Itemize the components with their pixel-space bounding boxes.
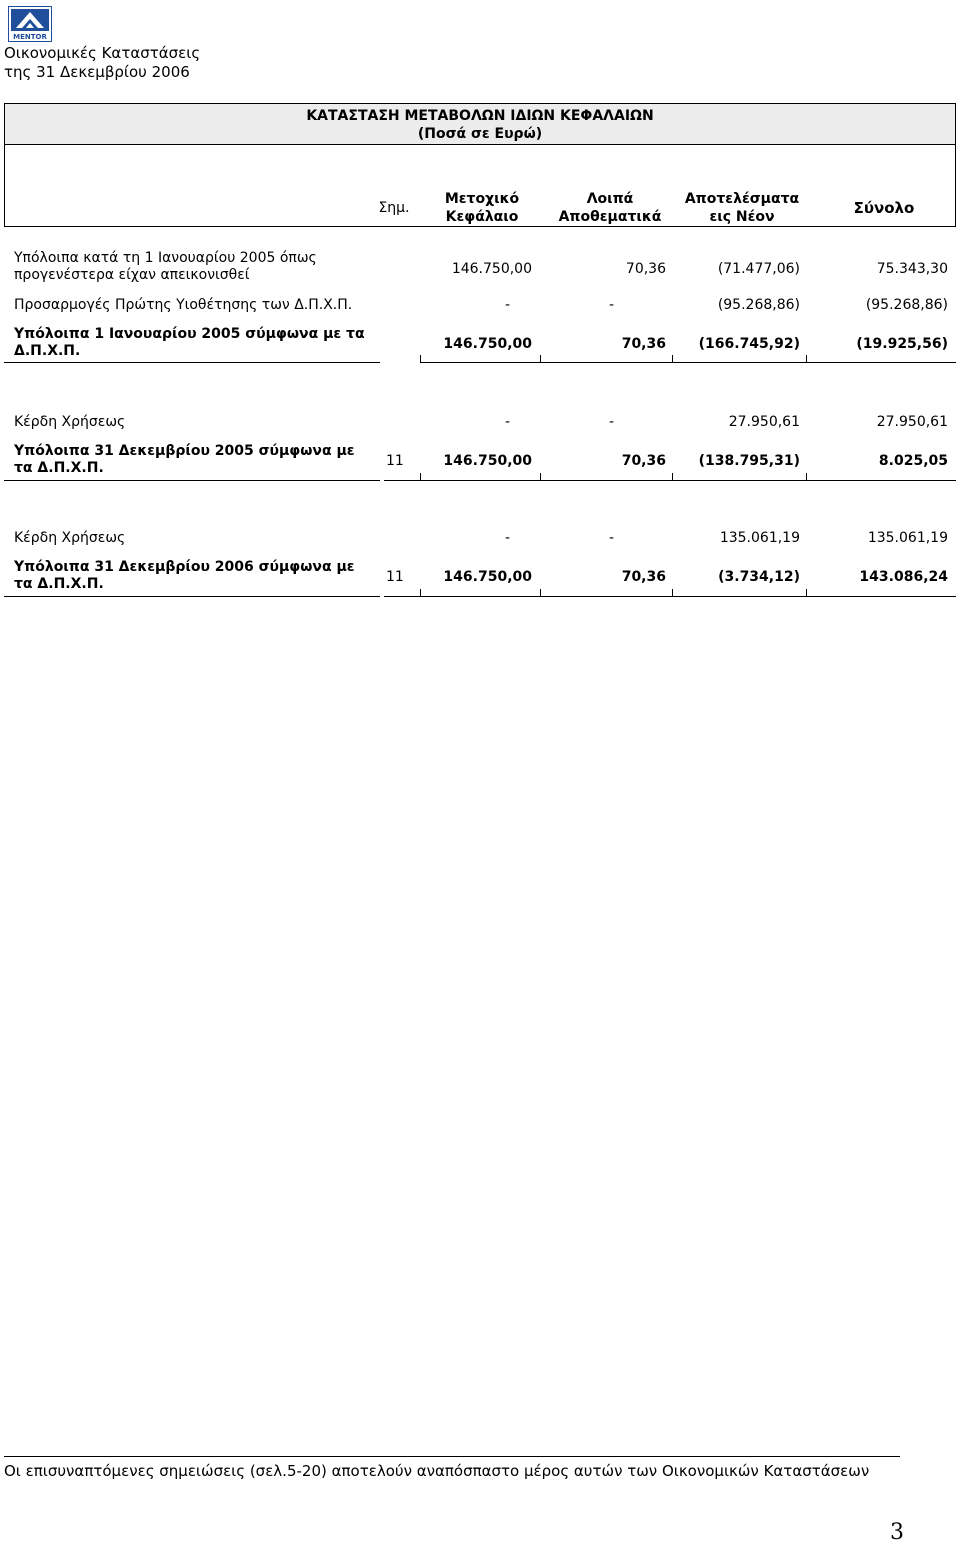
tick [420, 355, 421, 363]
row-balance-2006-total: 143.086,24 [859, 569, 948, 585]
row-opening-balance-other-reserves: 70,36 [625, 261, 666, 277]
col-header-other-reserves [548, 190, 672, 226]
row-profit-2005-other-reserves: - [608, 414, 614, 430]
row-opening-balance-total: 75.343,30 [876, 261, 948, 277]
statement-title: ΚΑΤΑΣΤΑΣΗ ΜΕΤΑΒΟΛΩΝ ΙΔΙΩΝ ΚΕΦΑΛΑΙΩΝ [306, 108, 654, 124]
row-profit-2005-retained: 27.950,61 [728, 414, 800, 430]
row-profit-2006-other-reserves: - [608, 530, 614, 546]
footer-rule [4, 1456, 900, 1457]
col-header-share-capital [420, 190, 544, 226]
statement-currency: (Ποσά σε Ευρώ) [417, 126, 543, 142]
tick [806, 589, 807, 597]
row-profit-2006-total: 135.061,19 [867, 530, 948, 546]
col-header-retained-earnings [676, 190, 808, 226]
row-opening-balance-retained: (71.477,06) [717, 261, 800, 277]
row-profit-2005-total: 27.950,61 [876, 414, 948, 430]
row-balance-2005-note: 11 [386, 453, 404, 469]
row-restated-2005-retained: (166.745,92) [698, 336, 800, 352]
row-balance-2005-rule-values [384, 480, 956, 481]
statement-title-box [4, 103, 956, 145]
svg-text:MENTOR: MENTOR [13, 33, 47, 41]
row-balance-2006-retained: (3.734,12) [718, 569, 800, 585]
col-header-retained-earnings-l2: εις Νέον [709, 209, 775, 225]
row-balance-2005-other-reserves: 70,36 [621, 453, 666, 469]
col-header-total: Σύνολο [853, 199, 915, 217]
row-ifrs-adjustments-retained: (95.268,86) [717, 297, 800, 313]
row-profit-2005-share-capital: - [504, 414, 510, 430]
row-profit-2006-share-capital: - [504, 530, 510, 546]
row-restated-2005-rule-values [420, 362, 956, 363]
row-profit-2006-desc: Κέρδη Χρήσεως [14, 530, 126, 546]
row-ifrs-adjustments-desc: Προσαρμογές Πρώτης Υιοθέτησης των Δ.Π.Χ.Π. [14, 297, 353, 313]
statements-label: Οικονομικές Καταστάσεις [4, 44, 201, 62]
tick [420, 473, 421, 481]
row-opening-balance-desc: Υπόλοιπα κατά τη 1 Ιανουαρίου 2005 όπως προγενέστερα είχαν απεικονισθεί [14, 250, 317, 283]
tick [806, 473, 807, 481]
row-balance-2006-share-capital: 146.750,00 [443, 569, 532, 585]
row-balance-2006-note: 11 [386, 569, 404, 585]
tick [672, 473, 673, 481]
row-restated-2005-share-capital: 146.750,00 [443, 336, 532, 352]
row-balance-2006-rule [4, 596, 380, 597]
tick [420, 589, 421, 597]
row-balance-2006-rule-values [384, 596, 956, 597]
col-header-retained-earnings-l1: Αποτελέσματα [684, 191, 800, 207]
row-profit-2005-desc: Κέρδη Χρήσεως [14, 414, 126, 430]
row-opening-balance-share-capital: 146.750,00 [451, 261, 532, 277]
footer-note: Οι επισυναπτόμενες σημειώσεις (σελ.5-20) αποτελούν αναπόσπαστο μέρος αυτών των Οικονομικών Καταστάσεων [4, 1462, 870, 1480]
col-header-other-reserves-l2: Αποθεματικά [558, 209, 662, 225]
row-balance-2005-rule [4, 480, 380, 481]
company-header [4, 44, 200, 82]
row-balance-2005-desc: Υπόλοιπα 31 Δεκεμβρίου 2005 σύμφωνα με τα Δ.Π.Χ.Π. [14, 443, 355, 476]
row-balance-2005-total: 8.025,05 [878, 453, 948, 469]
tick [540, 589, 541, 597]
col-header-other-reserves-l1: Λοιπά [586, 191, 634, 207]
row-balance-2006-other-reserves: 70,36 [621, 569, 666, 585]
row-balance-2006-desc: Υπόλοιπα 31 Δεκεμβρίου 2006 σύμφωνα με τα Δ.Π.Χ.Π. [14, 559, 355, 592]
page-number: 3 [890, 1520, 904, 1545]
row-balance-2005-retained: (138.795,31) [698, 453, 800, 469]
col-header-share-capital-l2: Κεφάλαιο [445, 209, 519, 225]
row-ifrs-adjustments-other-reserves: - [608, 297, 614, 313]
col-header-note: Σημ. [378, 200, 410, 216]
row-profit-2006-retained: 135.061,19 [719, 530, 800, 546]
row-restated-2005-rule [4, 362, 380, 363]
tick [672, 355, 673, 363]
tick [806, 355, 807, 363]
tick [540, 473, 541, 481]
row-balance-2005-share-capital: 146.750,00 [443, 453, 532, 469]
row-restated-2005-desc: Υπόλοιπα 1 Ιανουαρίου 2005 σύμφωνα με τα Δ.Π.Χ.Π. [14, 326, 365, 359]
tick [672, 589, 673, 597]
row-ifrs-adjustments-total: (95.268,86) [865, 297, 948, 313]
statements-date: της 31 Δεκεμβρίου 2006 [4, 63, 190, 81]
company-logo [8, 6, 52, 42]
row-ifrs-adjustments-share-capital: - [504, 297, 510, 313]
row-restated-2005-total: (19.925,56) [856, 336, 948, 352]
tick [540, 355, 541, 363]
row-restated-2005-other-reserves: 70,36 [621, 336, 666, 352]
col-header-share-capital-l1: Μετοχικό [444, 191, 520, 207]
